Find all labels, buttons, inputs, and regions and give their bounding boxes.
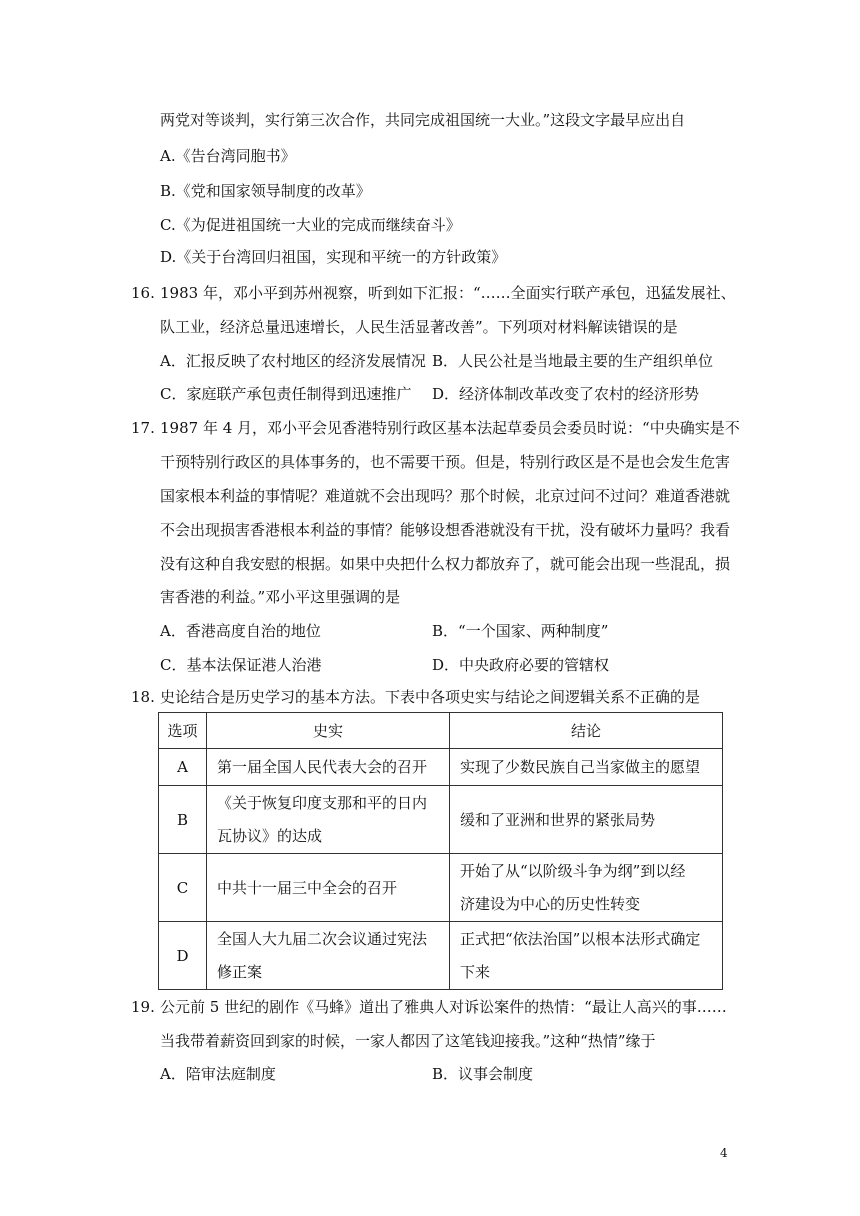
- question-17-option-d: D．中央政府必要的管辖权: [432, 656, 610, 674]
- question-17-number: 17.: [131, 419, 155, 437]
- question-16-option-c: C．家庭联产承包责任制得到迅速推广: [160, 385, 412, 403]
- question-17-option-a: A．香港高度自治的地位: [160, 622, 321, 640]
- question-15-option-d: D.《关于台湾回归祖国，实现和平统一的方针政策》: [160, 248, 507, 266]
- question-18-number: 18.: [131, 688, 155, 706]
- table-cell-option: C: [159, 854, 207, 922]
- question-15-stem-line: 两党对等谈判，实行第三次合作，共同完成祖国统一大业。”这段文字最早应出自: [160, 111, 686, 129]
- cell-text: 济建设为中心的历史性转变: [460, 894, 641, 913]
- question-15-option-c: C.《为促进祖国统一大业的完成而继续奋斗》: [160, 216, 461, 234]
- table-row: [159, 749, 723, 786]
- table-cell-conclusion: [450, 922, 723, 990]
- question-16-option-b: B．人民公社是当地最主要的生产组织单位: [432, 352, 714, 370]
- table-cell-conclusion: [450, 786, 723, 854]
- question-15-option-a: A.《告台湾同胞书》: [160, 147, 296, 165]
- question-16-number: 16.: [131, 284, 155, 302]
- table-header-conclusion: 结论: [450, 713, 723, 749]
- question-16-stem-line: 队工业，经济总量迅速增长，人民生活显著改善”。下列项对材料解读错误的是: [160, 318, 678, 336]
- table-cell-option: D: [159, 922, 207, 990]
- question-17-stem-line: 国家根本利益的事情呢？难道就不会出现吗？那个时候，北京过问不过问？难道香港就: [160, 487, 731, 505]
- cell-text: 修正案: [217, 962, 263, 981]
- table-row: [159, 854, 723, 922]
- cell-text: 第一届全国人民代表大会的召开: [217, 758, 428, 776]
- question-15-option-b: B.《党和国家领导制度的改革》: [160, 182, 371, 200]
- table-cell-fact: [207, 922, 450, 990]
- question-19-stem-line: 当我带着薪资回到家的时候，一家人都因了这笔钱迎接我。”这种“热情”缘于: [160, 1032, 656, 1050]
- table-row: [159, 786, 723, 854]
- table-row: [159, 922, 723, 990]
- table-header-fact: 史实: [207, 713, 450, 749]
- question-19-stem-line: 公元前 5 世纪的剧作《马蜂》道出了雅典人对诉讼案件的热情：“最让人高兴的事……: [160, 998, 727, 1016]
- question-18-stem-line: 史论结合是历史学习的基本方法。下表中各项史实与结论之间逻辑关系不正确的是: [160, 688, 701, 706]
- question-17-stem-line: 干预特别行政区的具体事务的，也不需要干预。但是，特别行政区是不是也会发生危害: [160, 453, 731, 471]
- question-19-option-b: B．议事会制度: [432, 1065, 534, 1083]
- cell-text: 正式把“依法治国”以根本法形式确定: [460, 929, 701, 948]
- question-19-option-a: A．陪审法庭制度: [160, 1065, 276, 1083]
- table-cell-option: B: [159, 786, 207, 854]
- table-cell-fact: [207, 786, 450, 854]
- question-16-option-a: A．汇报反映了农村地区的经济发展情况: [160, 352, 426, 370]
- table-cell-option: A: [159, 749, 207, 786]
- question-17-option-c: C．基本法保证港人治港: [160, 656, 322, 674]
- cell-text: 缓和了亚洲和世界的紧张局势: [460, 810, 656, 829]
- page-number: 4: [720, 1146, 728, 1160]
- cell-text: 下来: [460, 962, 491, 981]
- table-header-row: [159, 713, 723, 749]
- question-17-stem-line: 害香港的利益。”邓小平这里强调的是: [160, 588, 401, 606]
- question-17-option-b: B．“一个国家、两种制度”: [432, 622, 609, 640]
- question-17-stem-line: 1987 年 4 月，邓小平会见香港特别行政区基本法起草委员会委员时说：“中央确实是不: [160, 419, 740, 437]
- table-cell-conclusion: [450, 749, 723, 786]
- cell-text: 瓦协议》的达成: [217, 826, 323, 845]
- cell-text: 实现了少数民族自己当家做主的愿望: [460, 758, 701, 776]
- cell-text: 开始了从“以阶级斗争为纲”到以经: [460, 861, 686, 880]
- cell-text: 《关于恢复印度支那和平的日内: [217, 793, 428, 812]
- question-16-stem-line: 1983 年，邓小平到苏州视察，听到如下汇报：“……全面实行联产承包，迅猛发展社、: [160, 284, 736, 302]
- facts-conclusions-table: [158, 712, 723, 990]
- question-17-stem-line: 没有这种自我安慰的根据。如果中央把什么权力都放弃了，就可能会出现一些混乱，损: [160, 555, 731, 573]
- cell-text: 全国人大九届二次会议通过宪法: [217, 929, 428, 948]
- cell-text: 中共十一届三中全会的召开: [217, 878, 398, 897]
- question-17-stem-line: 不会出现损害香港根本利益的事情？能够设想香港就没有干扰，没有破坏力量吗？我看: [160, 521, 731, 539]
- question-16-option-d: D．经济体制改革改变了农村的经济形势: [432, 385, 700, 403]
- table-cell-conclusion: [450, 854, 723, 922]
- table-cell-fact: [207, 749, 450, 786]
- question-19-number: 19.: [131, 998, 155, 1016]
- table-cell-fact: [207, 854, 450, 922]
- table-header-option: 选项: [159, 713, 207, 749]
